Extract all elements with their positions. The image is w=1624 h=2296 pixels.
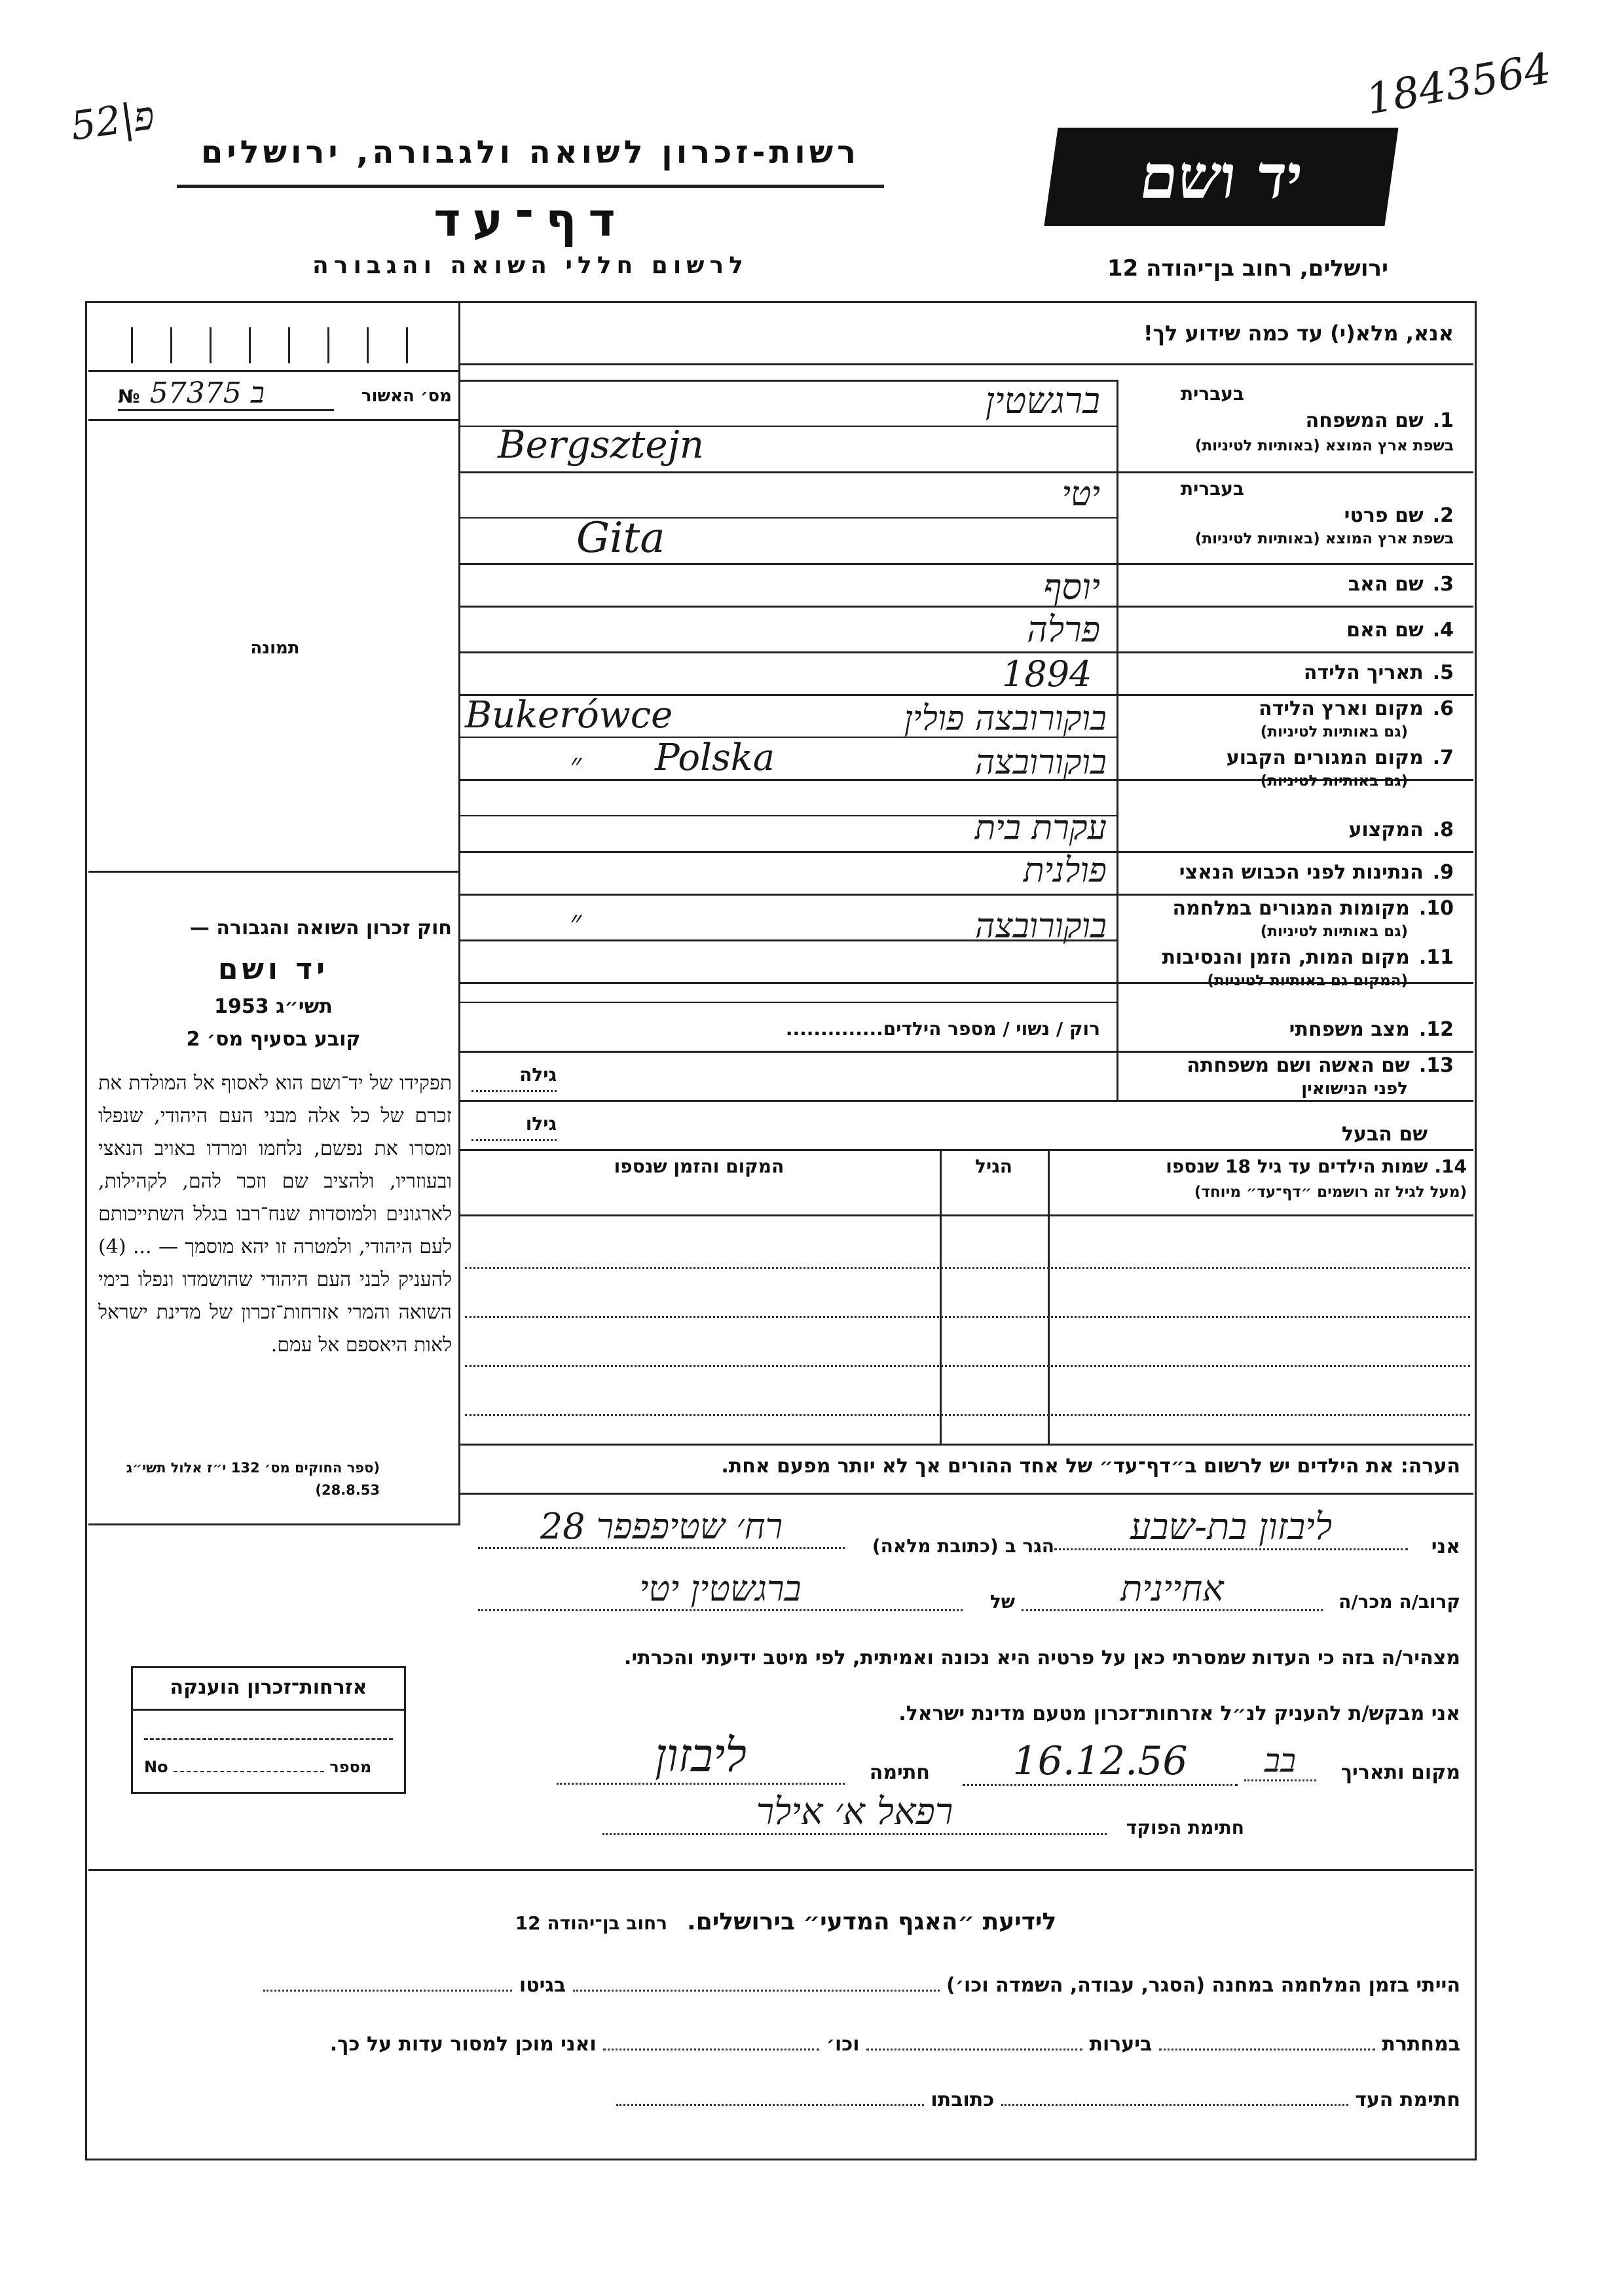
- law-body: תפקידו של יד־ושם הוא לאסוף אל המולדת את זכרם של כל אלה מבני העם היהודי, שנפלו ומסרו את נפשם, נלחמו ומרדו באויב הנאצי ובעוזריו, ולהציב שם וזכר להם, לקהילות, לארגונים ולמוסדות שנח־רבו בגלל השתייכותם לעם היהודי, ולמטרה זו יהא מוסמך — ... (4) להעניק לבני העם היהודי שהושמדו ונפלו בימי השואה והמרי אזרחות־זכרון של מדינת ישראל לאות היאספם אל עמם.: [98, 1072, 452, 1357]
- decl-resides-value[interactable]: רח׳ שטיפפפר 28: [478, 1506, 845, 1549]
- decl-place-value[interactable]: בב: [1244, 1741, 1316, 1781]
- bottom-line-2: במחתרת ביערות וכו׳ ואני מוכן למסור עדות על כך.: [329, 2033, 1460, 2056]
- field-1-sub: בשפת ארץ המוצא (באותיות לטיניות): [1194, 437, 1454, 454]
- field-2-label: 2.שם פרטי: [1344, 504, 1454, 527]
- children-note: הערה: את הילדים יש לרשום ב״דף־עד״ של אחד ההורים אך לא יותר מפעם אחת.: [721, 1455, 1460, 1478]
- law-name: יד ושם: [217, 953, 329, 986]
- field-10-mark: ״: [570, 903, 582, 940]
- decl-official-value[interactable]: רפאל א׳ אילר: [602, 1791, 1107, 1835]
- citizenship-number[interactable]: No מספר: [144, 1758, 372, 1776]
- please-fill: אנא, מלא(י) עד כמה שידוע לך!: [1143, 321, 1454, 346]
- bottom-line-1: הייתי בזמן המלחמה במחנה (הסגר, עבודה, השמדה וכו׳) בגיטו: [98, 1974, 1460, 1997]
- decl-date-value[interactable]: 16.12.56: [963, 1738, 1238, 1786]
- field-6-label: 6.מקום וארץ הלידה: [1258, 697, 1454, 720]
- decl-official-label: חתימת הפוקד: [1126, 1817, 1244, 1838]
- field-10-label: 10.מקומות המגורים במלחמה: [1172, 897, 1454, 920]
- field-10-value[interactable]: בוקורובצה: [974, 907, 1107, 946]
- decl-ani-value[interactable]: ליבזון בת-שבע: [1054, 1506, 1408, 1550]
- field-7-label: 7.מקום המגורים הקבוע: [1226, 746, 1454, 769]
- field-7-value-latin[interactable]: Polska: [655, 737, 775, 779]
- field-4-label: 4.שם האם: [1346, 619, 1454, 642]
- citizenship-title: אזרחות־זכרון הוענקה: [170, 1676, 367, 1699]
- field-7-sub: (גם באותיות לטיניות): [1260, 773, 1408, 790]
- bottom-line-3: חתימת העד כתובתו: [98, 2088, 1460, 2111]
- decl-signature-value[interactable]: ליבזון: [557, 1728, 845, 1785]
- decl-signature-label: חתימה: [869, 1761, 930, 1784]
- decl-statement: מצהיר/ה בזה כי העדות שמסרתי כאן על פרטיה היא נכונה ואמיתית, לפי מיטב ידיעתי והכרתי.: [624, 1647, 1460, 1669]
- field-6-value-latin[interactable]: Bukerówce: [465, 694, 673, 737]
- field-8-value[interactable]: עקרת בית: [974, 809, 1107, 848]
- decl-request: אני מבקש/ת להעניק לנ״ל אזרחות־זכרון מטעם מדינת ישראל.: [898, 1702, 1460, 1725]
- field-2-value-latin[interactable]: Gita: [576, 514, 665, 562]
- field-6-sub: (גם באותיות לטיניות): [1260, 723, 1408, 740]
- husband-label: שם הבעל: [1341, 1123, 1428, 1146]
- cert-label: מס׳ האשור: [361, 386, 452, 406]
- header-address: ירושלים, רחוב בן־יהודה 12: [1107, 255, 1388, 282]
- decl-place-date-label: מקום ותאריך: [1340, 1761, 1460, 1784]
- field-9-label: 9.הנתינות לפני הכבוש הנאצי: [1179, 861, 1454, 884]
- field-1-value-he[interactable]: ברגשטין: [985, 380, 1100, 422]
- cert-boxes: [118, 321, 432, 367]
- law-source: (ספר החוקים מס׳ 132 י״ז אלול תשי״ג 28.8.53): [126, 1460, 380, 1498]
- field-3-value[interactable]: יוסף: [1043, 566, 1100, 608]
- field-1-value-latin[interactable]: Bergsztejn: [498, 422, 705, 467]
- field-8-label: 8.המקצוע: [1348, 818, 1454, 841]
- field-3-label: 3.שם האב: [1348, 573, 1454, 596]
- field-5-label: 5.תאריך הלידה: [1303, 661, 1454, 684]
- law-title: חוק זכרון השואה והגבורה —: [189, 917, 452, 939]
- field-11-label: 11.מקום המות, הזמן והנסיבות: [1162, 946, 1454, 969]
- field-6-value-he[interactable]: בוקורובצה פולין: [904, 699, 1107, 738]
- field-2-sub: בשפת ארץ המוצא (באותיות לטיניות): [1194, 530, 1454, 547]
- field-13-sub: לפני הנישואין: [1301, 1079, 1408, 1099]
- photo-label: תמונה: [250, 638, 300, 658]
- cert-number-field[interactable]: № 57375 ב: [118, 376, 334, 411]
- field-10-sub: (גם באותיות לטיניות): [1260, 923, 1408, 940]
- decl-resides: הגר ב (כתובת מלאה): [872, 1535, 1054, 1557]
- children-col-age: הגיל: [975, 1156, 1012, 1177]
- decl-relative: קרוב/ה מכר/ה: [1338, 1591, 1460, 1613]
- field-1-label: 1.שם המשפחה: [1305, 409, 1454, 432]
- field-7-mark: ״: [570, 746, 582, 783]
- field-12-options[interactable]: רוק / נשוי / מספר הילדים..............: [785, 1018, 1100, 1040]
- cert-number: 57375 ב: [149, 376, 265, 410]
- decl-of-value[interactable]: ברגשטין יטי: [478, 1568, 963, 1611]
- field-9-value[interactable]: פולנית: [1023, 851, 1107, 890]
- field-11-sub: (המקום גם באותיות לטיניות): [1207, 972, 1408, 989]
- hebrew-label-2: בעברית: [1180, 478, 1244, 500]
- bottom-title: לידיעת ״האגף המדעי״ בירושלים.רחוב בן־יהודה 12: [515, 1908, 1057, 1935]
- law-year: תשי״ג 1953: [214, 995, 333, 1018]
- decl-relative-value[interactable]: אחיינית: [1022, 1568, 1323, 1611]
- stamp-top-right: 1843564: [1362, 44, 1555, 125]
- decl-of: של: [989, 1591, 1015, 1613]
- form-title: דף־עד: [434, 193, 627, 247]
- logo-text: יד ושם: [1135, 141, 1307, 212]
- wife-age-label: גילה: [519, 1064, 557, 1085]
- form-subtitle: לרשום חללי השואה והגבורה: [312, 252, 748, 279]
- hebrew-label-1: בעברית: [1180, 383, 1244, 405]
- org-line: רשות-זכרון לשואה ולגבורה, ירושלים: [200, 134, 860, 171]
- children-col-place: המקום והזמן שנספו: [614, 1156, 784, 1177]
- decl-ani: אני: [1431, 1535, 1460, 1558]
- field-4-value[interactable]: פרלה: [1027, 609, 1100, 650]
- field-5-value[interactable]: 1894: [1002, 653, 1092, 695]
- yad-vashem-logo: [1044, 128, 1398, 226]
- field-13-label: 13.שם האשה ושם משפחתה: [1187, 1054, 1454, 1077]
- children-label: 14. שמות הילדים עד גיל 18 שנספו: [1166, 1156, 1467, 1177]
- field-2-value-he[interactable]: יטי: [1061, 475, 1100, 514]
- husband-age-label: גילו: [525, 1113, 557, 1135]
- law-clause: קובע בסעיף מס׳ 2: [186, 1028, 361, 1051]
- field-12-label: 12.מצב משפחתי: [1289, 1018, 1454, 1041]
- children-sub: (מעל לגיל זה רושמים ״דף־עד״ מיוחד): [1194, 1184, 1467, 1201]
- stamp-top-left: 52|פ: [67, 92, 158, 150]
- field-7-value-he[interactable]: בוקורובצה: [974, 743, 1107, 782]
